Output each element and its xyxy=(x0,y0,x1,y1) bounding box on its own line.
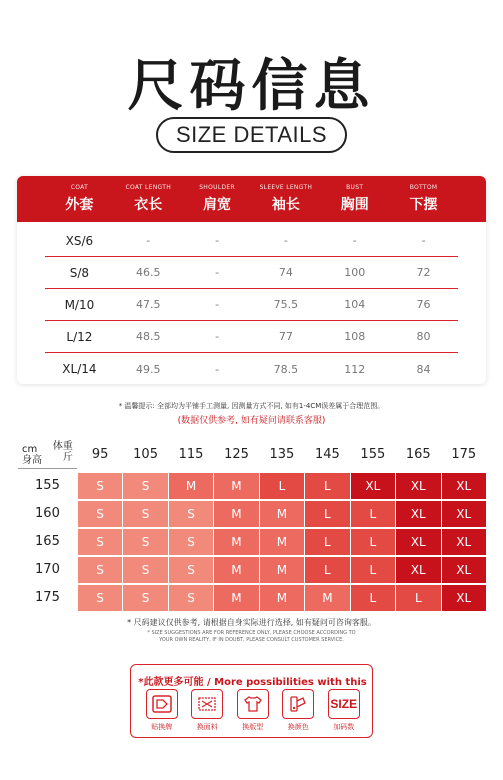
measurement-cell: - xyxy=(215,234,220,247)
column-header xyxy=(45,184,114,214)
customization-icons xyxy=(139,689,367,732)
table-row xyxy=(45,353,458,384)
size-recommendation-cell: M xyxy=(305,585,349,611)
measurement-cell: - xyxy=(215,362,220,376)
weight-column-header: 175 xyxy=(451,447,477,462)
size-suggestion-en-line2: YOUR OWN REALITY, IF IN DOUBT, PLEASE CONSULT CUSTOMER SERVICE. xyxy=(159,637,344,643)
size-recommendation-cell: S xyxy=(123,529,167,555)
size-recommendation-cell: L xyxy=(351,557,395,583)
weight-unit: 斤 xyxy=(62,452,73,463)
grid-row xyxy=(18,529,486,555)
measure-tip-red: (数据仅供参考, 如有疑问请联系客服) xyxy=(177,416,326,426)
measurement-cell: 104 xyxy=(344,298,366,311)
size-recommendation-cell: S xyxy=(169,585,213,611)
page-title: 尺码信息 xyxy=(127,54,376,119)
size-label: S/8 xyxy=(69,265,90,280)
measurement-cell: 84 xyxy=(416,362,431,376)
size-recommendation-cell: L xyxy=(260,473,304,499)
fabric-icon xyxy=(191,689,223,719)
measurement-cell: 78.5 xyxy=(273,362,299,376)
weight-column-header: 125 xyxy=(224,447,249,462)
size-recommendation-cell: XL xyxy=(396,473,440,499)
measurement-cell: 100 xyxy=(344,266,366,279)
column-header-cn: 袖长 xyxy=(271,197,300,213)
size-recommendation-cell: XL xyxy=(396,529,440,555)
grid-header-row xyxy=(18,441,486,469)
option-label: 换版型 xyxy=(242,723,264,731)
option-label: 加码数 xyxy=(333,723,355,731)
column-header xyxy=(114,184,183,214)
weight-axis-label xyxy=(53,441,73,463)
size-recommendation-cell: L xyxy=(396,585,440,611)
garment-icon xyxy=(237,689,269,719)
grid-row xyxy=(18,501,486,527)
measurement-cell: 47.5 xyxy=(135,298,161,311)
column-header-en: SHOULDER xyxy=(199,184,235,191)
page-subtitle: SIZE DETAILS xyxy=(156,117,347,153)
size-label: XL/14 xyxy=(62,362,97,376)
size-recommendation-cell: XL xyxy=(442,501,486,527)
size-recommendation-cell: S xyxy=(123,557,167,583)
height-row-label: 165 xyxy=(35,534,60,549)
height-row-label: 170 xyxy=(35,562,60,577)
option-label: 贴换牌 xyxy=(151,723,173,731)
size-icon: SIZE xyxy=(328,689,360,719)
measurement-cell: 46.5 xyxy=(135,266,161,279)
more-possibilities-box xyxy=(130,664,373,738)
size-table-body xyxy=(17,222,486,384)
weight-column-header: 115 xyxy=(178,447,204,462)
height-row-label: 160 xyxy=(35,506,60,521)
column-header-cn: 胸围 xyxy=(340,197,369,213)
size-recommendation-cell: S xyxy=(78,529,122,555)
size-recommendation-cell: S xyxy=(123,585,167,611)
option-label: 换面料 xyxy=(196,723,218,731)
option-fabric[interactable] xyxy=(185,689,231,732)
measurement-cell: - xyxy=(215,330,220,343)
weight-column-header: 105 xyxy=(133,447,158,462)
size-recommendation-cell: L xyxy=(351,501,395,527)
height-row-label: 175 xyxy=(35,590,60,605)
size-recommendation-cell: M xyxy=(169,473,213,499)
measurement-cell: 74 xyxy=(278,266,293,279)
measurement-cell: 49.5 xyxy=(135,362,161,376)
size-suggestion-en-line1: * SIZE SUGGESTIONS ARE FOR REFERENCE ONLY, PLEASE CHOOSE ACCORDING TO xyxy=(147,630,356,636)
size-recommendation-cell: M xyxy=(214,501,258,527)
size-recommendation-cell: XL xyxy=(442,585,486,611)
column-header-en: COAT LENGTH xyxy=(125,184,172,191)
weight-column-header: 95 xyxy=(91,447,109,462)
size-recommendation-cell: M xyxy=(260,557,304,583)
size-recommendation-cell: M xyxy=(214,529,258,555)
size-recommendation-cell: S xyxy=(78,501,122,527)
size-recommendation-cell: XL xyxy=(351,473,395,499)
size-recommendation-grid xyxy=(18,441,486,613)
grid-corner xyxy=(18,441,77,469)
size-recommendation-cell: XL xyxy=(396,557,440,583)
measurement-cell: - xyxy=(146,234,151,247)
column-header-en: COAT xyxy=(70,184,89,191)
color-swatch-icon xyxy=(282,689,314,719)
weight-column-header: 165 xyxy=(405,447,431,462)
height-row-label: 155 xyxy=(35,478,60,493)
more-possibilities-title: *此款更多可能 / More possibilities with this xyxy=(138,677,367,688)
size-table xyxy=(17,176,486,384)
measurement-cell: 80 xyxy=(416,330,431,343)
subtitle-wrap xyxy=(0,117,503,153)
column-header-cn: 外套 xyxy=(65,197,94,213)
size-recommendation-cell: XL xyxy=(442,557,486,583)
column-header-cn: 衣长 xyxy=(134,197,163,213)
height-axis-label xyxy=(22,444,42,466)
size-recommendation-cell: M xyxy=(260,529,304,555)
size-recommendation-cell: S xyxy=(78,473,122,499)
size-recommendation-cell: S xyxy=(78,585,122,611)
column-header xyxy=(389,184,458,214)
height-unit: cm xyxy=(22,444,38,455)
measurement-cell: 112 xyxy=(344,362,366,376)
weight-label: 体重 xyxy=(52,441,73,452)
size-recommendation-cell: S xyxy=(169,557,213,583)
measurement-cell: - xyxy=(215,266,220,279)
size-recommendation-cell: XL xyxy=(396,501,440,527)
measurement-cell: - xyxy=(352,234,357,247)
size-suggestion-note: * 尺码建议仅供参考, 请根据自身实际进行选择, 如有疑问可咨询客服。 xyxy=(127,618,376,627)
size-recommendation-cell: L xyxy=(305,501,349,527)
size-recommendation-cell: L xyxy=(351,529,395,555)
size-recommendation-cell: M xyxy=(260,585,304,611)
size-recommendation-cell: S xyxy=(169,529,213,555)
size-recommendation-cell: M xyxy=(214,557,258,583)
option-garment[interactable] xyxy=(230,689,276,732)
column-header xyxy=(183,184,252,214)
size-recommendation-cell: M xyxy=(214,585,258,611)
measurement-cell: - xyxy=(421,234,426,247)
size-recommendation-cell: XL xyxy=(442,473,486,499)
weight-column-header: 155 xyxy=(360,447,386,462)
size-recommendation-cell: L xyxy=(305,557,349,583)
size-recommendation-cell: S xyxy=(123,473,167,499)
table-row xyxy=(45,257,458,289)
size-label: L/12 xyxy=(66,329,93,344)
size-label: M/10 xyxy=(64,297,95,312)
grid-row xyxy=(18,585,486,611)
size-table-header xyxy=(17,176,486,222)
weight-column-header: 145 xyxy=(314,447,340,462)
size-recommendation-cell: M xyxy=(214,473,258,499)
option-label: 换颜色 xyxy=(287,723,309,731)
grid-body xyxy=(18,473,486,611)
weight-column-header: 135 xyxy=(269,447,295,462)
column-header-cn: 下摆 xyxy=(409,197,438,213)
measurement-cell: 72 xyxy=(416,266,431,279)
size-recommendation-cell: M xyxy=(260,501,304,527)
measure-tip: * 温馨提示: 全部均为平铺手工测量, 因测量方式不同, 如有1-4CM误差属于合理范围。 xyxy=(118,402,385,410)
measurement-cell: 77 xyxy=(278,330,293,343)
size-recommendation-cell: S xyxy=(78,557,122,583)
column-header xyxy=(320,184,389,214)
measurement-cell: 48.5 xyxy=(135,330,161,343)
label-swap-icon xyxy=(146,689,178,719)
measurement-cell: 75.5 xyxy=(273,298,299,311)
column-header xyxy=(251,184,320,214)
column-header-cn: 肩宽 xyxy=(203,197,232,213)
height-label: 身高 xyxy=(22,455,42,466)
option-color[interactable] xyxy=(276,689,322,732)
option-size[interactable] xyxy=(321,689,367,732)
measurement-cell: - xyxy=(215,298,220,311)
size-label: XS/6 xyxy=(65,233,94,248)
measurement-cell: - xyxy=(283,234,288,247)
size-suggestion-note-en xyxy=(0,630,503,644)
measurement-cell: 76 xyxy=(416,298,431,311)
size-recommendation-cell: S xyxy=(123,501,167,527)
column-header-en: SLEEVE LENGTH xyxy=(259,184,313,191)
table-row xyxy=(45,289,458,321)
table-row xyxy=(45,321,458,353)
size-recommendation-cell: XL xyxy=(442,529,486,555)
size-recommendation-cell: L xyxy=(305,529,349,555)
measurement-cell: 108 xyxy=(344,330,366,343)
option-label-swap[interactable] xyxy=(139,689,185,732)
size-recommendation-cell: L xyxy=(305,473,349,499)
grid-row xyxy=(18,557,486,583)
column-header-en: BUST xyxy=(346,184,364,191)
size-recommendation-cell: L xyxy=(351,585,395,611)
table-row xyxy=(45,225,458,257)
grid-row xyxy=(18,473,486,499)
column-header-en: BOTTOM xyxy=(409,184,438,191)
size-recommendation-cell: S xyxy=(169,501,213,527)
